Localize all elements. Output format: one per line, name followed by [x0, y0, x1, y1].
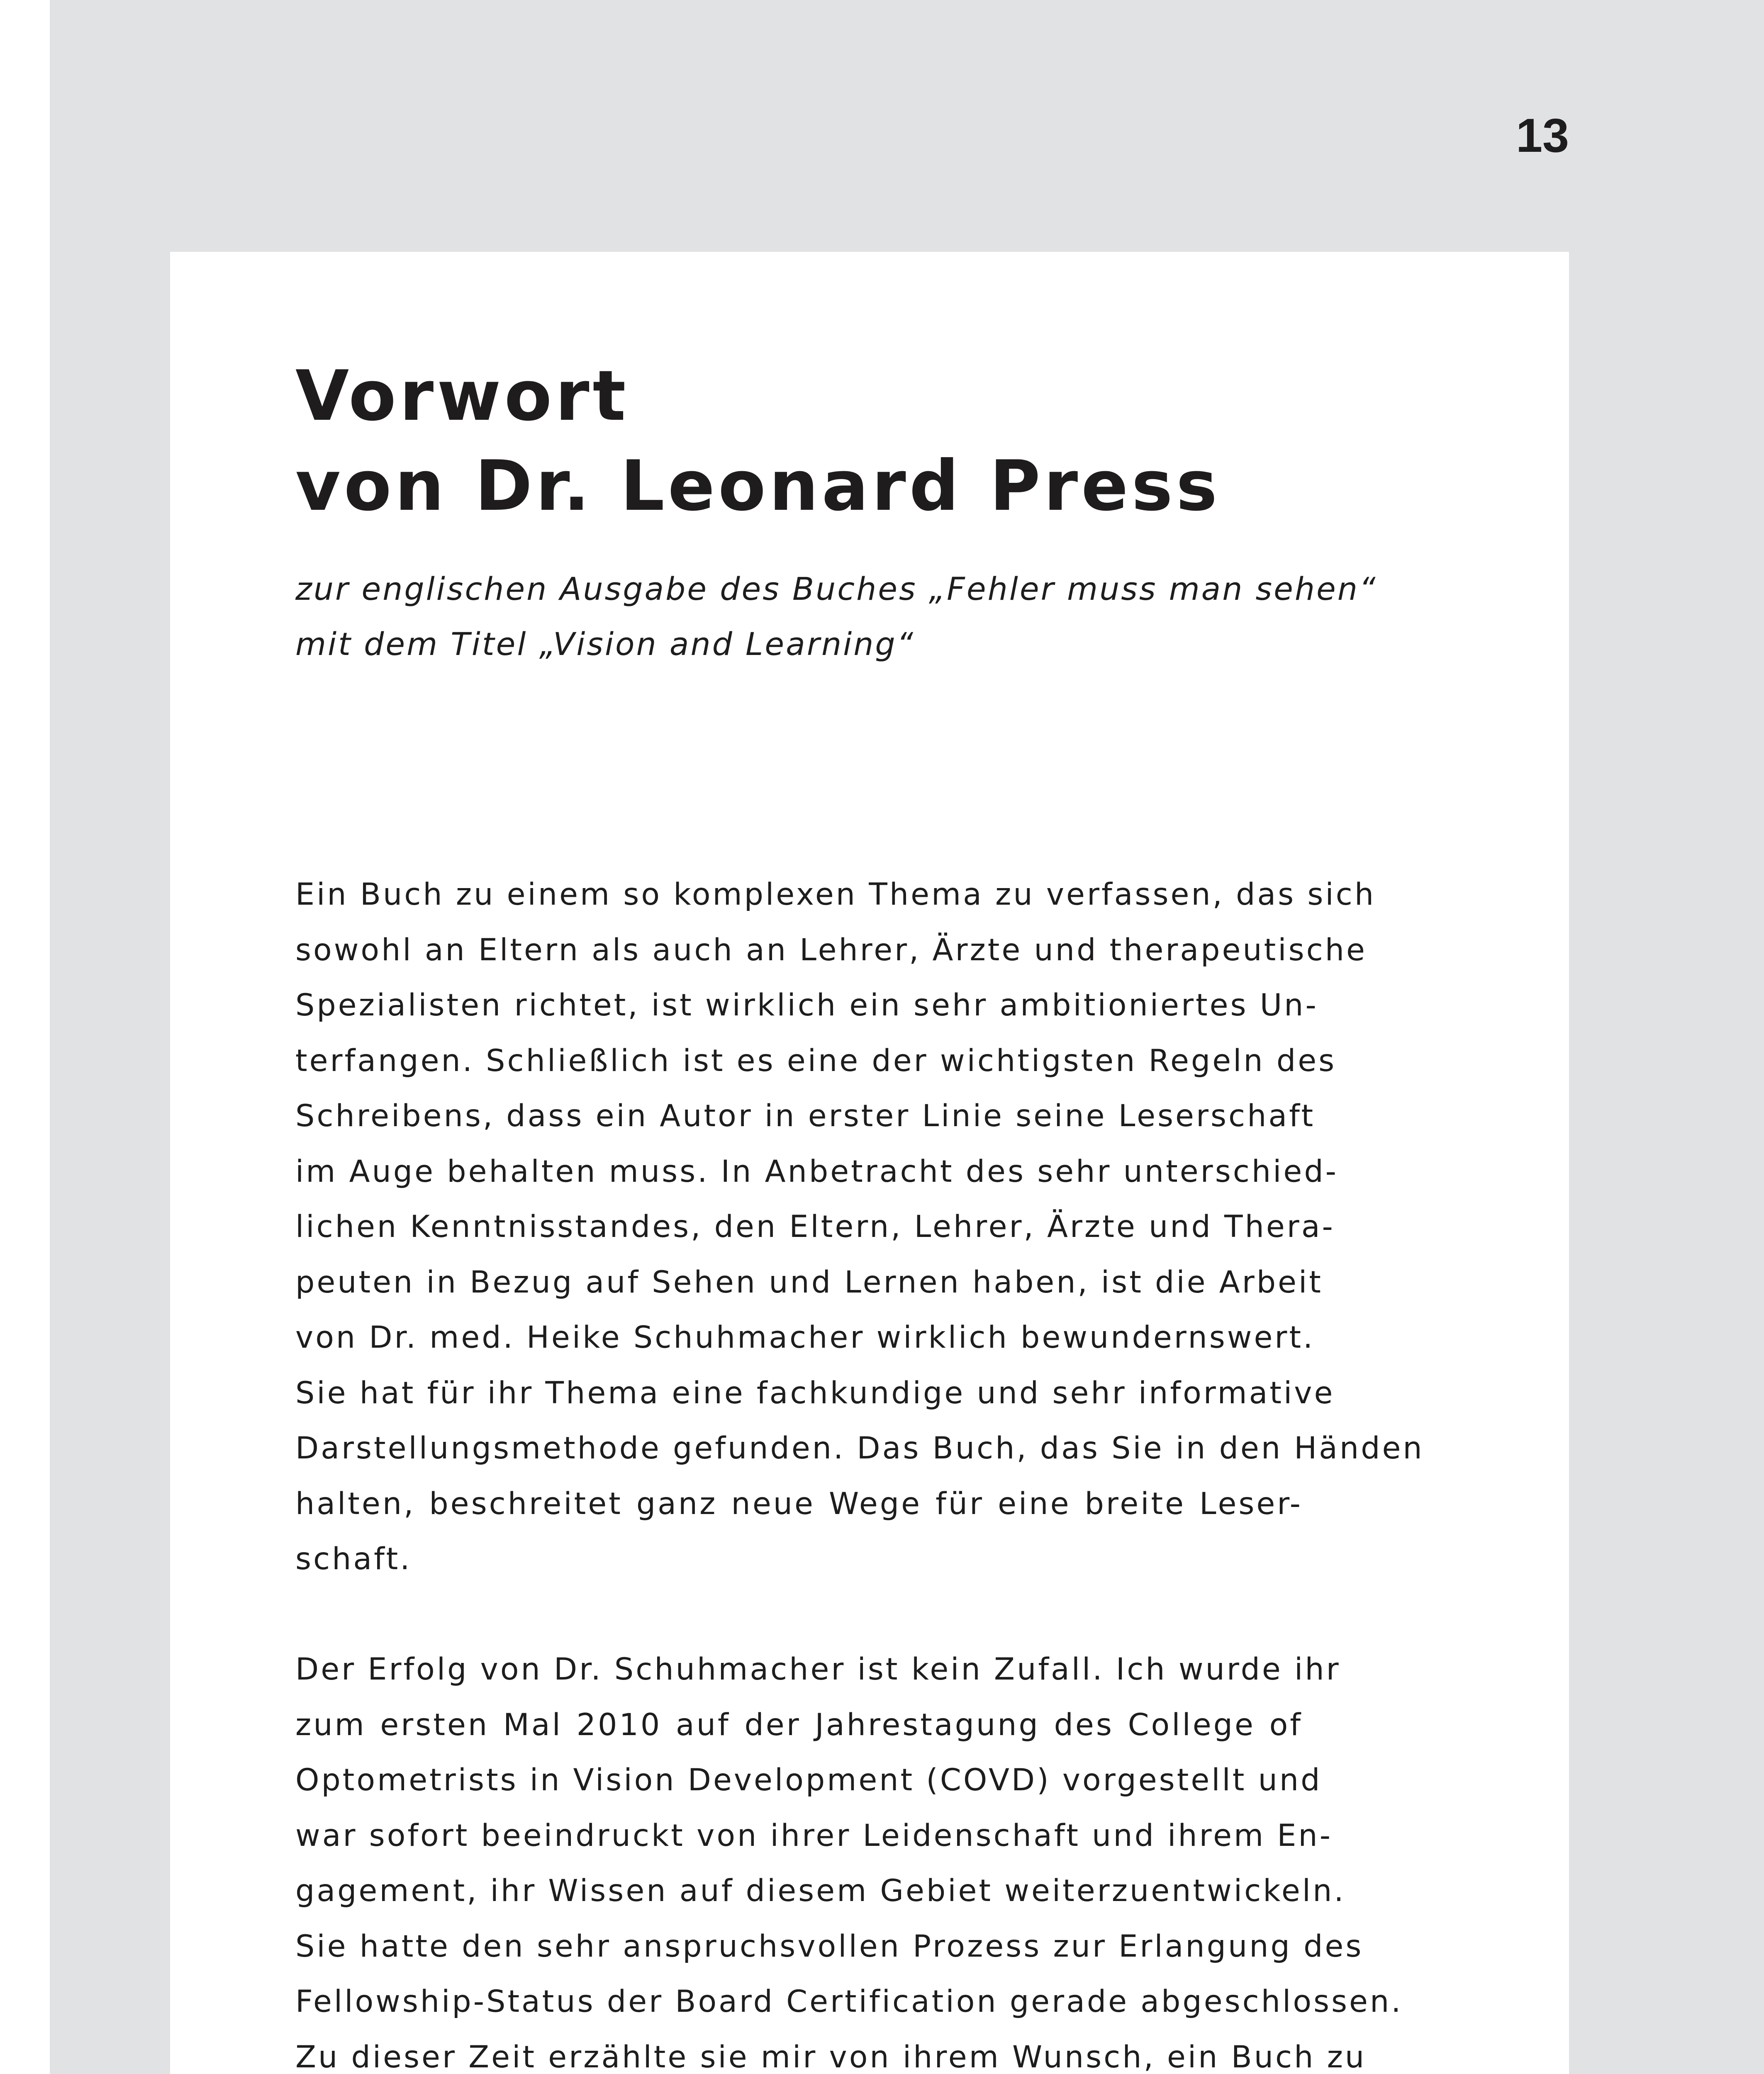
- paragraph-line: Sie hatte den sehr anspruchsvollen Prozess zur Erlangung des: [295, 1928, 1364, 1964]
- title-line-1: Vorwort: [295, 356, 629, 436]
- paragraph-line: im Auge behalten muss. In Anbetracht des sehr unterschied-: [295, 1154, 1339, 1189]
- subtitle-line-2: mit dem Titel „Vision and Learning“: [295, 626, 915, 662]
- paragraph-line: schaft.: [295, 1541, 412, 1577]
- paragraph-line: lichen Kenntnisstandes, den Eltern, Lehrer, Ärzte und Thera-: [295, 1209, 1335, 1244]
- body-paragraph-1: [295, 867, 1424, 1587]
- page-title: [295, 351, 1303, 531]
- paragraph-line: Sie hat für ihr Thema eine fachkundige und sehr informative: [295, 1375, 1335, 1411]
- paragraph-line: Zu dieser Zeit erzählte sie mir von ihrem Wunsch, ein Buch zu: [295, 2039, 1367, 2074]
- paragraph-line: von Dr. med. Heike Schuhmacher wirklich bewundernswert.: [295, 1320, 1315, 1355]
- paragraph-line: Darstellungsmethode gefunden. Das Buch, das Sie in den Händen: [295, 1431, 1424, 1466]
- title-line-2: von Dr. Leonard Press: [295, 446, 1221, 526]
- paragraph-line: gagement, ihr Wissen auf diesem Gebiet weiterzuentwickeln.: [295, 1873, 1346, 1908]
- paragraph-line: Optometrists in Vision Development (COVD) vorgestellt und: [295, 1762, 1322, 1798]
- subtitle: [295, 561, 1377, 672]
- paragraph-line: Schreibens, dass ein Autor in erster Linie seine Leserschaft: [295, 1098, 1316, 1134]
- body-paragraph-2: [295, 1642, 1403, 2074]
- subtitle-line-1: zur englischen Ausgabe des Buches „Fehler muss man sehen“: [295, 570, 1377, 607]
- paragraph-line: Der Erfolg von Dr. Schuhmacher ist kein Zufall. Ich wurde ihr: [295, 1652, 1341, 1687]
- paragraph-line: war sofort beeindruckt von ihrer Leidenschaft und ihrem En-: [295, 1818, 1333, 1853]
- paragraph-line: halten, beschreitet ganz neue Wege für eine breite Leser-: [295, 1486, 1303, 1521]
- paragraph-line: Ein Buch zu einem so komplexen Thema zu verfassen, das sich: [295, 877, 1376, 912]
- paragraph-line: peuten in Bezug auf Sehen und Lernen haben, ist die Arbeit: [295, 1264, 1323, 1300]
- page-number: 13: [1516, 109, 1569, 162]
- heading-block: [295, 351, 1377, 672]
- paragraph-line: sowohl an Eltern als auch an Lehrer, Ärzte und therapeutische: [295, 932, 1367, 968]
- paragraph-line: zum ersten Mal 2010 auf der Jahrestagung des College of: [295, 1707, 1303, 1743]
- paragraph-line: Fellowship-Status der Board Certification gerade abgeschlossen.: [295, 1984, 1403, 2019]
- paragraph-line: terfangen. Schließlich ist es eine der wichtigsten Regeln des: [295, 1043, 1337, 1078]
- paragraph-line: Spezialisten richtet, ist wirklich ein sehr ambitioniertes Un-: [295, 988, 1318, 1023]
- content-card: [170, 252, 1569, 2074]
